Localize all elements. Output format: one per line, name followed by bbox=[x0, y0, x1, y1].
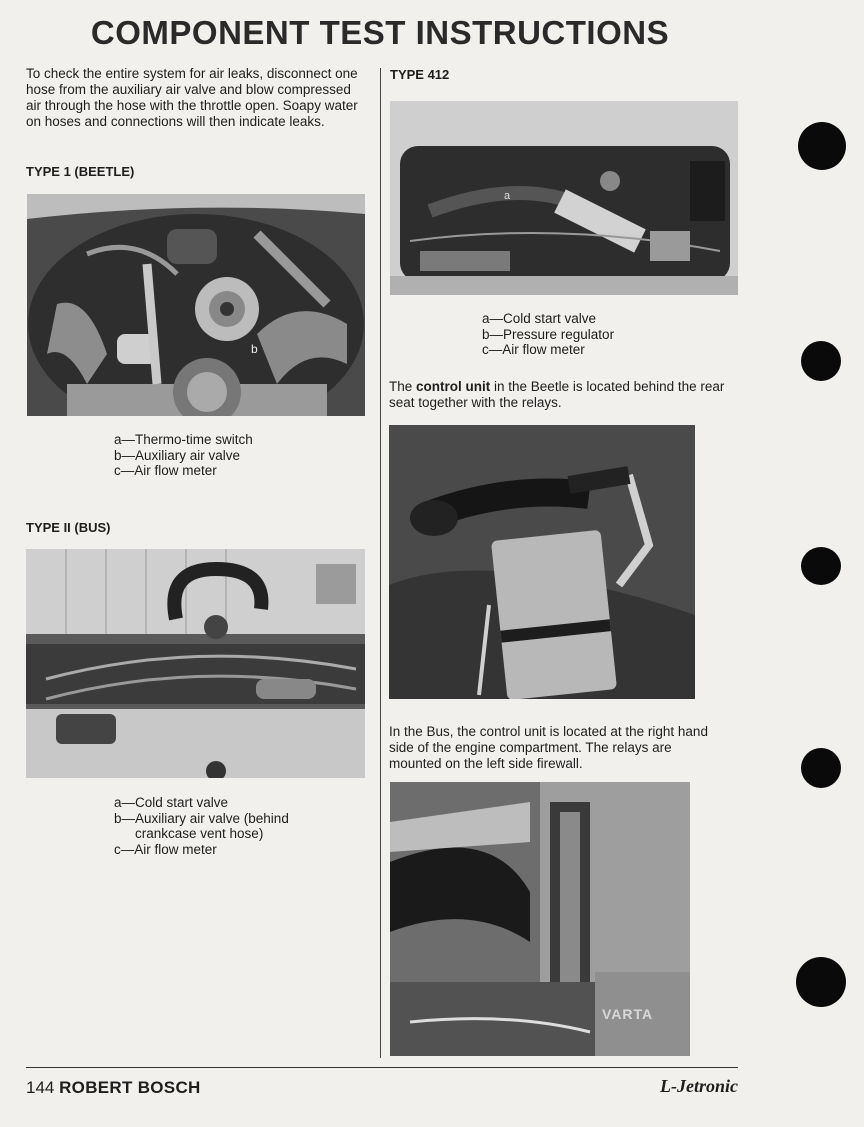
type1-heading: TYPE 1 (BEETLE) bbox=[26, 164, 135, 179]
type2-legend-b-cont: crankcase vent hose) bbox=[135, 826, 264, 841]
column-divider bbox=[380, 68, 381, 1058]
photo-callout-a: a bbox=[504, 190, 511, 202]
footer-left bbox=[26, 1078, 201, 1098]
beetle-cu-post: in the Beetle is located behind the rear seat together with the relays. bbox=[389, 379, 725, 410]
type412-heading: TYPE 412 bbox=[390, 67, 450, 82]
type1-legend-c: c—Air flow meter bbox=[114, 463, 217, 478]
beetle-cu-pre: The bbox=[389, 379, 417, 394]
bus-control-unit-text: In the Bus, the control unit is located at the right hand side of the engine compartment. The relays are mounted on the left side firewall. bbox=[389, 724, 708, 771]
control-unit-beetle-photo bbox=[389, 425, 695, 699]
type1-legend-b: b—Auxiliary air valve bbox=[114, 447, 241, 463]
intro-paragraph: To check the entire system for air leaks, disconnect one hose from the auxiliary air valve and blow compressed air through the hose with the throttle open. Soapy water on hoses and connections will then indicate leaks. bbox=[26, 66, 358, 129]
page-title: COMPONENT TEST INSTRUCTIONS bbox=[90, 14, 670, 51]
type412-legend-a: a—Cold start valve bbox=[482, 311, 597, 326]
type2-legend-c: c—Air flow meter bbox=[114, 841, 217, 857]
brand-name: ROBERT BOSCH bbox=[59, 1078, 201, 1097]
binder-hole-5 bbox=[796, 957, 846, 1007]
binder-hole-4 bbox=[801, 748, 841, 788]
binder-hole-3 bbox=[801, 547, 841, 585]
type412-legend bbox=[482, 311, 614, 358]
type2-heading: TYPE II (BUS) bbox=[26, 520, 111, 535]
bus-engine-photo bbox=[26, 549, 365, 778]
binder-hole-2 bbox=[801, 341, 841, 381]
type1-legend bbox=[114, 432, 253, 479]
type412-engine-photo bbox=[390, 101, 738, 295]
beetle-engine-photo bbox=[27, 194, 365, 416]
footer-rule bbox=[26, 1067, 738, 1068]
beetle-cu-bold: control unit bbox=[416, 379, 491, 394]
binder-hole-1 bbox=[798, 122, 846, 170]
control-unit-bus-photo bbox=[390, 782, 690, 1056]
system-name: L-Jetronic bbox=[660, 1076, 738, 1096]
type2-legend-b: b—Auxiliary air valve (behind bbox=[114, 810, 289, 826]
type412-legend-c: c—Air flow meter bbox=[482, 342, 585, 357]
type2-legend-a: a—Cold start valve bbox=[114, 795, 229, 810]
type412-legend-b: b—Pressure regulator bbox=[482, 326, 615, 342]
type1-legend-a: a—Thermo-time switch bbox=[114, 432, 253, 447]
type2-legend bbox=[114, 795, 289, 857]
beetle-control-unit-text bbox=[389, 379, 729, 411]
page-number: 144 bbox=[26, 1078, 55, 1097]
varta-battery-label: VARTA bbox=[602, 1006, 654, 1022]
photo-callout-b: b bbox=[251, 342, 258, 356]
